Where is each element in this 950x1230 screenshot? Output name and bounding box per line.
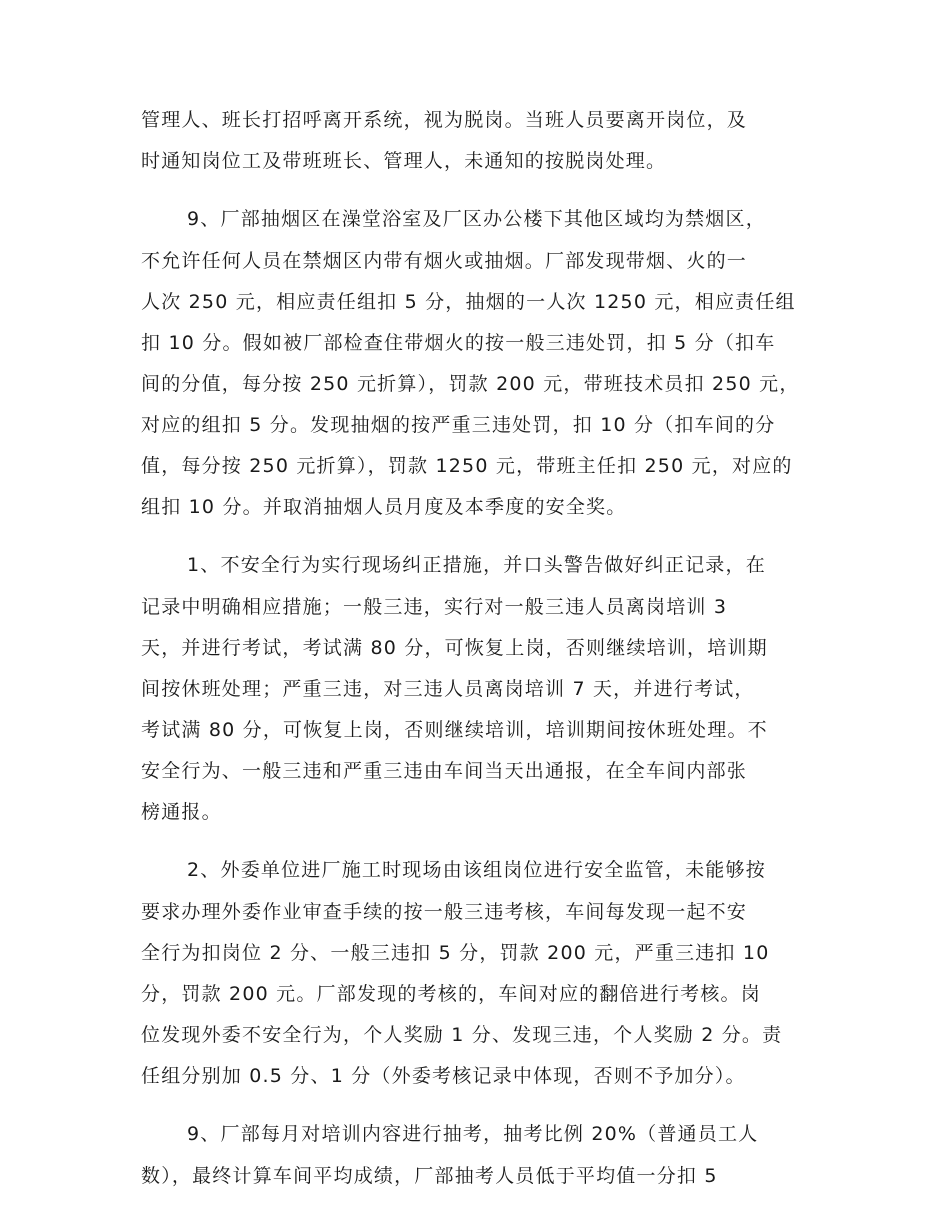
paragraph-first-line: 1、不安全行为实行现场纠正措施，并口头警告做好纠正记录，在 (187, 554, 766, 576)
text-line: 要求办理外委作业审查手续的按一般三违考核，车间每发现一起不安 (141, 901, 748, 923)
text-line: 间的分值，每分按 250 元折算），罚款 200 元，带班技术员扣 250 元， (141, 373, 800, 395)
text-line: 人次 250 元，相应责任组扣 5 分，抽烟的一人次 1250 元，相应责任组 (141, 291, 796, 313)
text-line: 扣 10 分。假如被厂部检查住带烟火的按一般三违处罚，扣 5 分（扣车 (141, 332, 776, 354)
text-line: 值，每分按 250 元折算），罚款 1250 元，带班主任扣 250 元，对应的 (141, 455, 793, 477)
text-line: 对应的组扣 5 分。发现抽烟的按严重三违处罚，扣 10 分（扣车间的分 (141, 414, 776, 436)
paragraph-first-line: 2、外委单位进厂施工时现场由该组岗位进行安全监管，未能够按 (187, 859, 766, 881)
text-line: 组扣 10 分。并取消抽烟人员月度及本季度的安全奖。 (141, 496, 627, 518)
text-line: 分，罚款 200 元。厂部发现的考核的，车间对应的翻倍进行考核。岗 (141, 983, 761, 1005)
text-line: 考试满 80 分，可恢复上岗，否则继续培训，培训期间按休班处理。不 (141, 719, 768, 741)
text-line: 间按休班处理；严重三违，对三违人员离岗培训 7 天，并进行考试， (141, 678, 755, 700)
text-line: 不允许任何人员在禁烟区内带有烟火或抽烟。厂部发现带烟、火的一 (141, 250, 748, 272)
paragraph-first-line: 9、厂部抽烟区在澡堂浴室及厂区办公楼下其他区域均为禁烟区， (187, 208, 766, 230)
text-line: 任组分别加 0.5 分、1 分（外委考核记录中体现，否则不予加分）。 (141, 1065, 746, 1087)
text-line: 管理人、班长打招呼离开系统，视为脱岗。当班人员要离开岗位，及 (141, 109, 748, 131)
text-line: 记录中明确相应措施；一般三违，实行对一般三违人员离岗培训 3 (141, 596, 728, 618)
text-line: 榜通报。 (141, 801, 222, 823)
text-line: 时通知岗位工及带班班长、管理人，未通知的按脱岗处理。 (141, 150, 667, 172)
paragraph-first-line: 9、厂部每月对培训内容进行抽考，抽考比例 20%（普通员工人 (187, 1123, 759, 1145)
text-line: 全行为扣岗位 2 分、一般三违扣 5 分，罚款 200 元，严重三违扣 10 (141, 942, 770, 964)
text-line: 安全行为、一般三违和严重三违由车间当天出通报，在全车间内部张 (141, 760, 748, 782)
text-line: 位发现外委不安全行为，个人奖励 1 分、发现三违，个人奖励 2 分。责 (141, 1024, 783, 1046)
text-line: 数），最终计算车间平均成绩，厂部抽考人员低于平均值一分扣 5 (141, 1165, 718, 1187)
text-line: 天，并进行考试，考试满 80 分，可恢复上岗，否则继续培训，培训期 (141, 637, 768, 659)
